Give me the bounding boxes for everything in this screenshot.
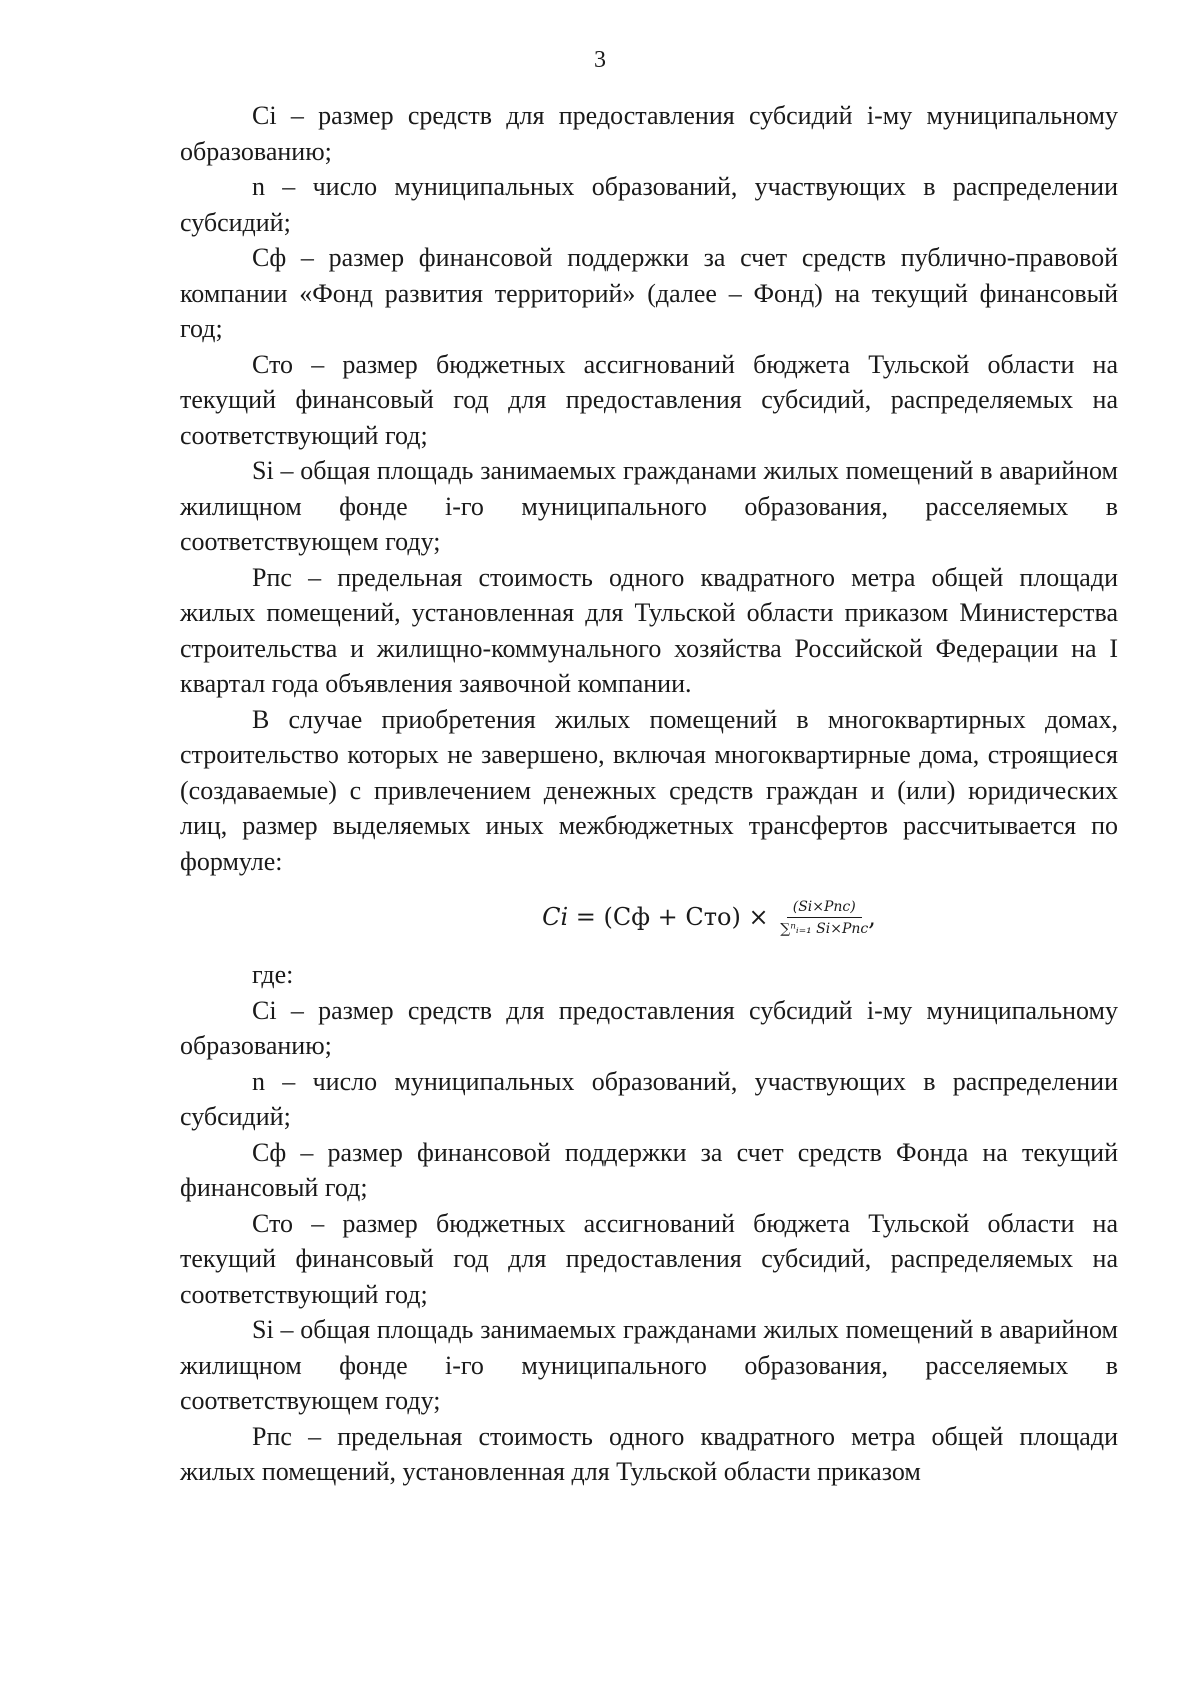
formula-denominator: ∑ⁿᵢ₌₁ Si×Рпс bbox=[780, 921, 869, 937]
where-label: где: bbox=[252, 960, 294, 989]
formula-fraction bbox=[780, 898, 868, 938]
formula bbox=[300, 879, 1118, 957]
formula-middle: = (Сф + Сто) × bbox=[568, 903, 777, 932]
formula-numerator: (Si×Рпс) bbox=[787, 898, 862, 918]
definition-rps-2: Рпс – предельная стоимость одного квадратного метра общей площади жилых помещений, установленная для Тульской области приказом bbox=[180, 1421, 1118, 1486]
definition-rps: Рпс – предельная стоимость одного квадратного метра общей площади жилых помещений, установленная для Тульской области приказом Министерства строительства и жилищно-коммунального хозяйства Российской Федерации на I квартал года объявления заявочной компании. bbox=[180, 562, 1118, 698]
definition-si: Si – общая площадь занимаемых гражданами жилых помещений в аварийном жилищном фонде i-го муниципального образования, расселяемых в соответствующем году; bbox=[180, 456, 1118, 556]
document-body bbox=[180, 98, 1118, 1490]
definition-ci-2: Ci – размер средств для предоставления субсидий i-му муниципальному образованию; bbox=[180, 995, 1118, 1060]
formula-trailing: , bbox=[868, 903, 876, 932]
formula-lhs: Ci bbox=[542, 903, 569, 932]
definition-sf-2: Сф – размер финансовой поддержки за счет средств Фонда на текущий финансовый год; bbox=[180, 1137, 1118, 1202]
definition-sf: Сф – размер финансовой поддержки за счет средств публично-правовой компании «Фонд развития территорий» (далее – Фонд) на текущий финансовый год; bbox=[180, 243, 1118, 343]
page-number: 3 bbox=[594, 47, 606, 73]
formula-intro-paragraph: В случае приобретения жилых помещений в многоквартирных домах, строительство которых не завершено, включая многоквартирные дома, строящиеся (создаваемые) с привлечением денежных средств граждан и (или) юридических лиц, размер выделяемых иных межбюджетных трансфертов рассчитывается по формуле: bbox=[180, 704, 1118, 876]
definition-n: n – число муниципальных образований, участвующих в распределении субсидий; bbox=[180, 172, 1118, 237]
definition-si-2: Si – общая площадь занимаемых гражданами жилых помещений в аварийном жилищном фонде i-го муниципального образования, расселяемых в соответствующем году; bbox=[180, 1315, 1118, 1415]
definition-ci: Ci – размер средств для предоставления субсидий i-му муниципальному образованию; bbox=[180, 101, 1118, 166]
definition-sto-2: Сто – размер бюджетных ассигнований бюджета Тульской области на текущий финансовый год для предоставления субсидий, распределяемых на соответствующий год; bbox=[180, 1208, 1118, 1309]
definition-n-2: n – число муниципальных образований, участвующих в распределении субсидий; bbox=[180, 1066, 1118, 1131]
definition-sto: Сто – размер бюджетных ассигнований бюджета Тульской области на текущий финансовый год для предоставления субсидий, распределяемых на соответствующий год; bbox=[180, 349, 1118, 450]
